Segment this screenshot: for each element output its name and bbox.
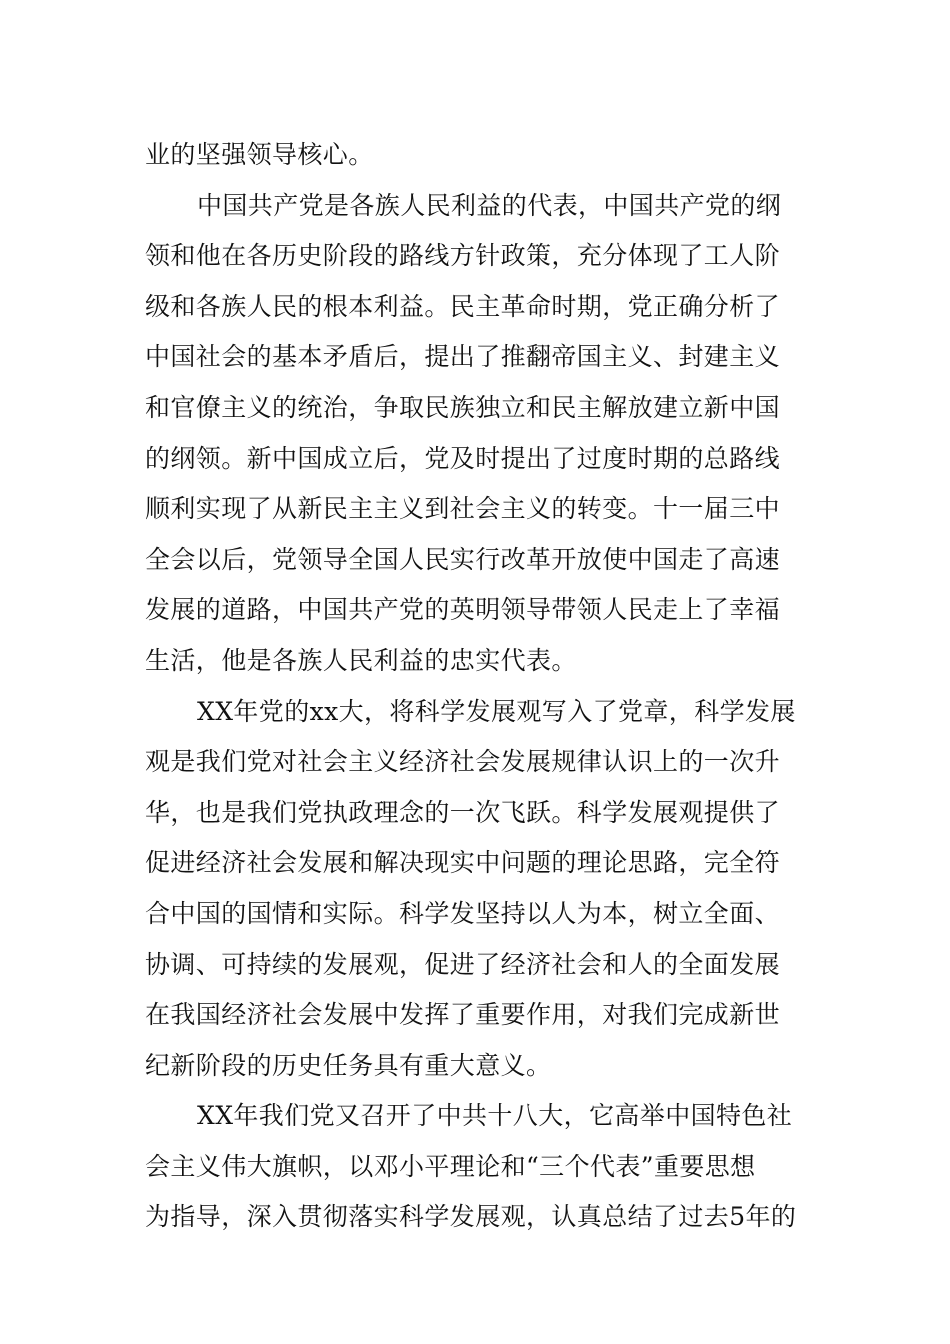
text-line: 为指导，深入贯彻落实科学发展观，认真总结了过去5年的 [145,1202,797,1232]
text-line: 顺利实现了从新民主主义到社会主义的转变。十一届三中 [145,494,781,524]
text-line: 华，也是我们党执政理念的一次飞跃。科学发展观提供了 [145,797,781,827]
text-line: XX年党的xx大，将科学发展观写入了党章，科学发展 [197,696,796,726]
text-line: 观是我们党对社会主义经济社会发展规律认识上的一次升 [145,747,781,777]
paragraph [145,181,810,687]
text-line: 业的坚强领导核心。 [145,140,374,169]
text-line: 在我国经济社会发展中发挥了重要作用，对我们完成新世 [145,1000,781,1030]
text-line: 促进经济社会发展和解决现实中问题的理论思路，完全符 [145,848,781,878]
text-line: 协调、可持续的发展观，促进了经济社会和人的全面发展 [145,949,781,979]
text-line: 全会以后，党领导全国人民实行改革开放使中国走了高速 [145,544,781,574]
text-line: 发展的道路，中国共产党的英明领导带领人民走上了幸福 [145,595,781,625]
paragraph [145,130,810,181]
text-line: 纪新阶段的历史任务具有重大意义。 [145,1050,552,1080]
text-line: 中国共产党是各族人民利益的代表，中国共产党的纲 [197,190,782,220]
document-body [145,130,810,1243]
paragraph [145,1091,810,1243]
text-line: 和官僚主义的统治，争取民族独立和民主解放建立新中国 [145,392,781,422]
text-line: 生活，他是各族人民利益的忠实代表。 [145,645,577,675]
text-line: 的纲领。新中国成立后，党及时提出了过度时期的总路线 [145,443,781,473]
text-line: XX年我们党又召开了中共十八大，它高举中国特色社 [197,1101,793,1131]
text-line: 领和他在各历史阶段的路线方针政策，充分体现了工人阶 [145,241,781,271]
text-line: 合中国的国情和实际。科学发坚持以人为本，树立全面、 [145,898,781,928]
text-line: 中国社会的基本矛盾后，提出了推翻帝国主义、封建主义 [145,342,781,372]
text-line: 会主义伟大旗帜，以邓小平理论和“三个代表”重要思想 [145,1151,756,1181]
paragraph [145,687,810,1092]
text-line: 级和各族人民的根本利益。民主革命时期，党正确分析了 [145,291,781,321]
